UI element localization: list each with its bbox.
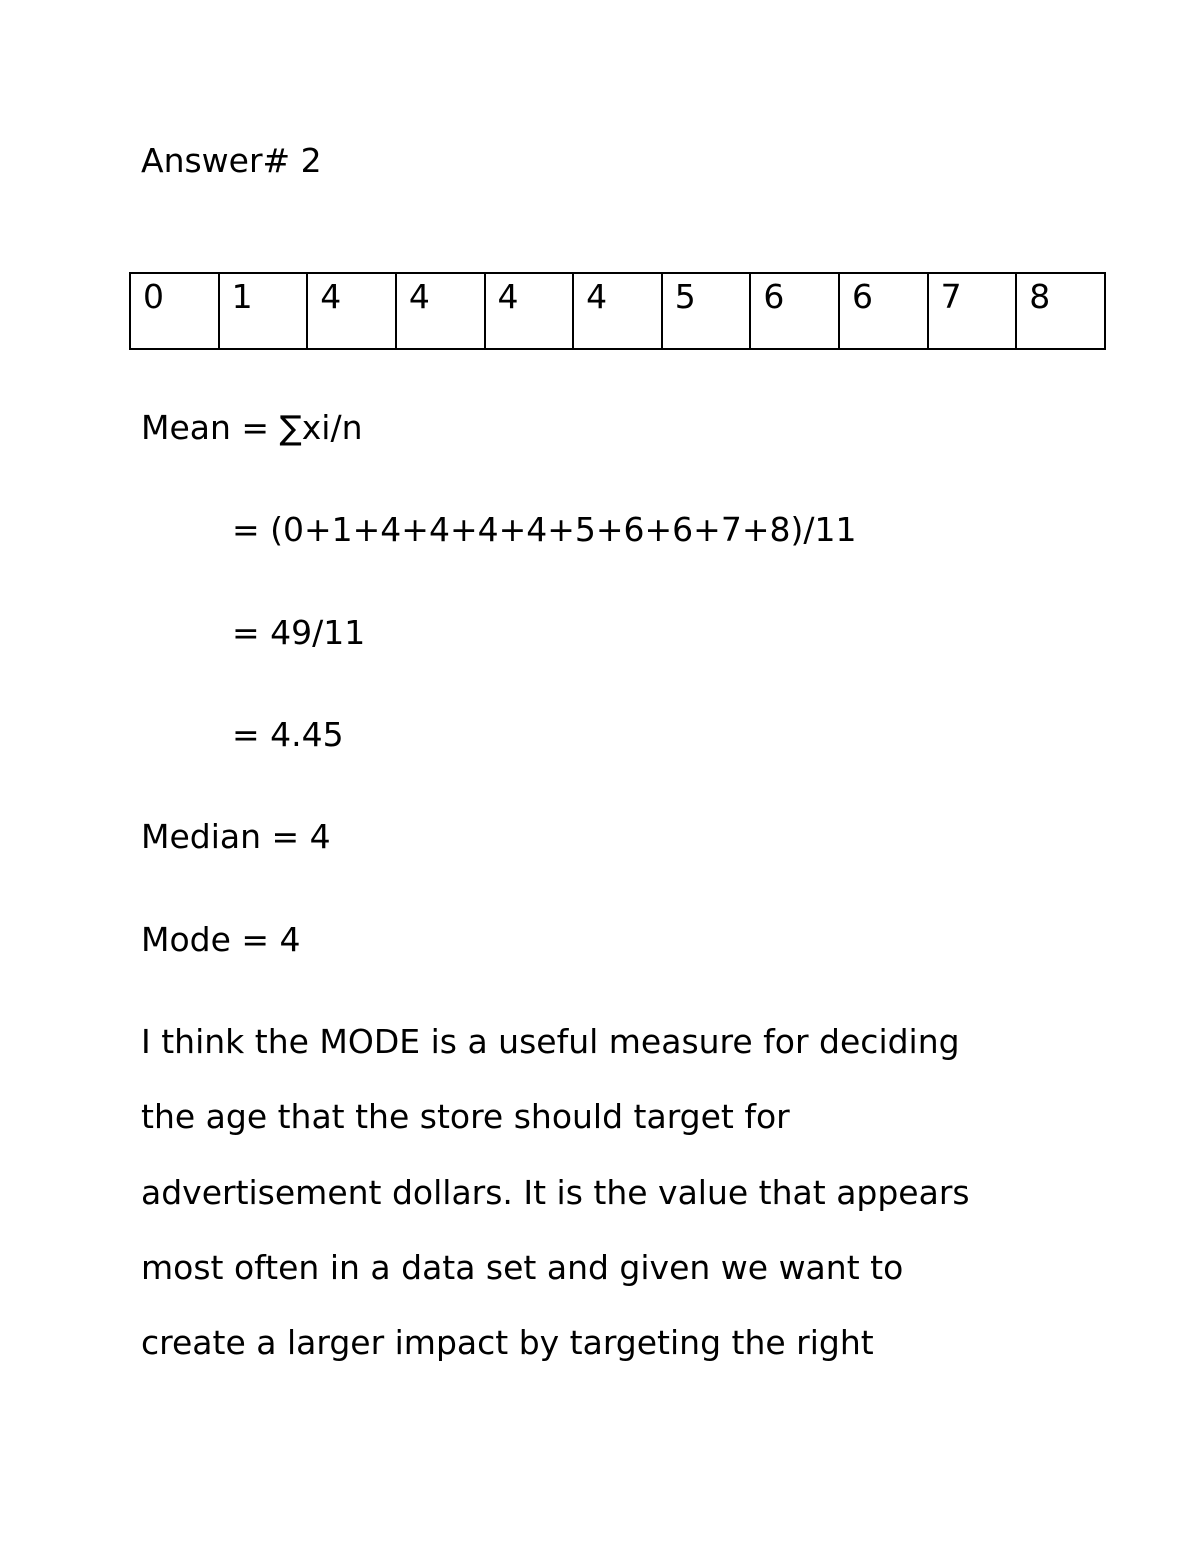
mean-step-result: = 4.45 (232, 715, 344, 754)
table-cell: 6 (750, 273, 839, 349)
paragraph-line: create a larger impact by targeting the right (141, 1323, 874, 1362)
paragraph-line: advertisement dollars. It is the value that appears (141, 1173, 970, 1212)
table-cell: 4 (573, 273, 662, 349)
paragraph-line: I think the MODE is a useful measure for deciding (141, 1022, 960, 1061)
table-cell: 8 (1016, 273, 1105, 349)
table-cell: 4 (396, 273, 485, 349)
paragraph-line: the age that the store should target for (141, 1097, 790, 1136)
data-values-table (129, 272, 1106, 350)
table-cell: 4 (485, 273, 574, 349)
mean-formula: Mean = ∑xi/n (141, 408, 363, 447)
table-cell: 5 (662, 273, 751, 349)
median-result: Median = 4 (141, 817, 331, 856)
table-cell: 4 (307, 273, 396, 349)
table-cell: 6 (839, 273, 928, 349)
table-cell: 0 (130, 273, 219, 349)
mode-result: Mode = 4 (141, 920, 301, 959)
answer-heading: Answer# 2 (141, 141, 322, 180)
paragraph-line: most often in a data set and given we want to (141, 1248, 904, 1287)
table-cell: 1 (219, 273, 308, 349)
mean-step-sum: = (0+1+4+4+4+4+5+6+6+7+8)/11 (232, 510, 857, 549)
table-cell: 7 (928, 273, 1017, 349)
table-row (130, 273, 1105, 349)
mean-step-fraction: = 49/11 (232, 613, 366, 652)
